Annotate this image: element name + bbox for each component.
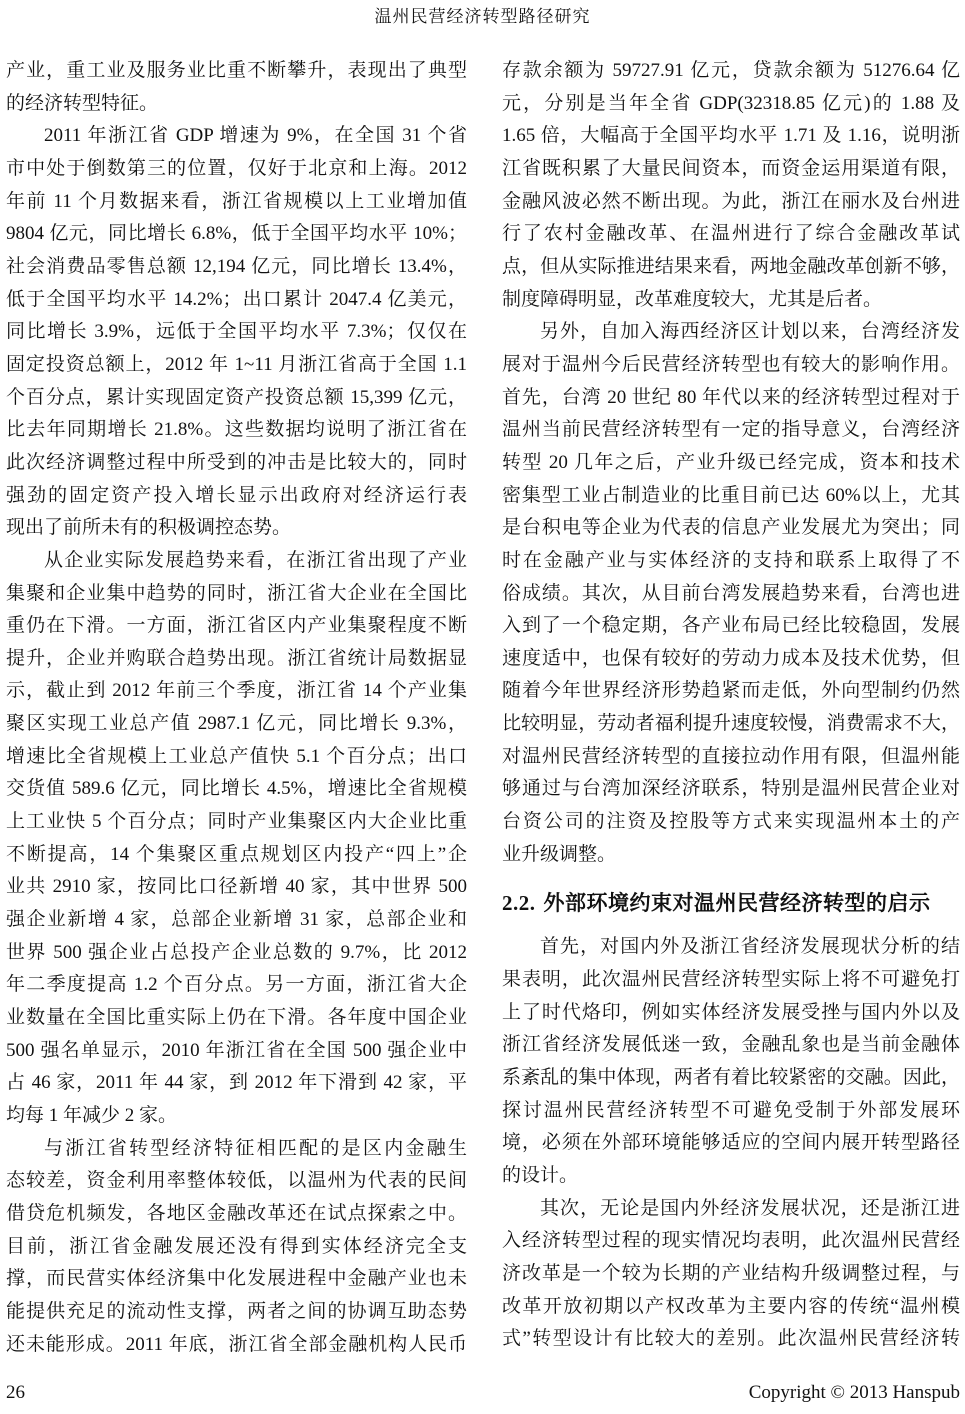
text-line: 上工业快 5 个百分点；同时产业集聚区内大企业比重 <box>6 811 467 833</box>
text-line: 点，但从实际推进结果来看，两地金融改革创新不够， <box>502 255 960 277</box>
text-line: 元，分别是当年全省 GDP(32318.85 亿元)的 1.88 及 <box>502 92 960 114</box>
paragraph <box>6 545 467 1133</box>
text-line: 式”转型设计有比较大的差别。此次温州民营经济转 <box>502 1328 960 1350</box>
section-heading <box>502 888 960 919</box>
text-line: 聚区实现工业总产值 2987.1 亿元，同比增长 9.3%， <box>6 713 467 735</box>
paragraph <box>502 316 960 871</box>
text-line: 温州当前民营经济转型有一定的指导意义，台湾经济 <box>502 419 960 441</box>
text-line: 的设计。 <box>502 1165 579 1186</box>
text-line: 速度适中，也保有较好的劳动力成本及技术优势，但 <box>502 647 960 669</box>
left-column <box>6 55 467 1361</box>
text-line: 制度障碍明显，改革难度较大，尤其是后者。 <box>502 288 883 310</box>
text-line: 与浙江省转型经济特征相匹配的是区内金融生 <box>44 1137 467 1159</box>
text-line: 随着今年世界经济形势趋紧而走低，外向型制约仍然 <box>502 680 960 702</box>
text-line: 行了农村金融改革、在温州进行了综合金融改革试 <box>502 223 960 245</box>
paragraph <box>502 55 960 316</box>
text-line: 低于全国平均水平 14.2%；出口累计 2047.4 亿美元， <box>6 288 467 310</box>
text-line: 的经济转型特征。 <box>6 92 159 114</box>
text-line: 撑，而民营实体经济集中化发展进程中金融产业也未 <box>6 1268 467 1290</box>
text-line: 借贷危机频发，各地区金融改革还在试点探索之中。 <box>6 1202 467 1224</box>
text-line: 还未能形成。2011 年底，浙江省全部金融机构人民币 <box>6 1333 467 1355</box>
text-line: 入到了一个稳定期，各产业布局已经比较稳固，发展 <box>502 615 960 637</box>
right-column <box>502 55 960 1356</box>
text-line: 不断提高，14 个集聚区重点规划区内投产“四上”企 <box>6 843 467 865</box>
running-head-title: 温州民营经济转型路径研究 <box>374 7 591 26</box>
paragraph <box>6 1133 467 1362</box>
text-line: 固定投资总额上，2012 年 1~11 月浙江省高于全国 1.1 <box>6 353 467 375</box>
text-line: 转型 20 几年之后，产业升级已经完成，资本和技术 <box>502 451 960 473</box>
text-line: 能提供充足的流动性支撑，两者之间的协调互助态势 <box>6 1300 467 1322</box>
text-line: 浙江省经济发展低迷一致，金融乱象也是当前金融体 <box>502 1034 960 1056</box>
text-line: 强企业新增 4 家，总部企业新增 31 家，总部企业和 <box>6 909 467 931</box>
text-line: 提升，企业并购联合趋势出现。浙江省统计局数据显 <box>6 647 467 669</box>
paragraph <box>502 1193 960 1356</box>
text-line: 交货值 589.6 亿元，同比增长 4.5%，增速比全省规模 <box>6 778 467 800</box>
text-line: 年二季度提高 1.2 个百分点。另一方面，浙江省大企 <box>6 974 467 996</box>
text-line: 社会消费品零售总额 12,194 亿元，同比增长 13.4%， <box>6 255 467 277</box>
text-line: 业共 2910 家，按同比口径新增 40 家，其中世界 500 <box>6 876 467 898</box>
text-line: 目前，浙江省金融发展还没有得到实体经济完全支 <box>6 1235 467 1257</box>
page-number: 26 <box>6 1382 25 1403</box>
text-line: 集聚和企业集中趋势的同时，浙江省大企业在全国比 <box>6 582 467 604</box>
text-line: 系紊乱的集中体现，两者有着比较紧密的交融。因此， <box>502 1067 960 1089</box>
text-line: 增速比全省规模上工业总产值快 5.1 个百分点；出口 <box>6 745 467 767</box>
text-line: 其次，无论是国内外经济发展状况，还是浙江进 <box>540 1197 960 1219</box>
text-line: 果表明，此次温州民营经济转型实际上将不可避免打 <box>502 969 960 991</box>
text-line: 密集型工业占制造业的比重目前已达 60%以上，尤其 <box>502 484 960 506</box>
text-line: 是台积电等企业为代表的信息产业发展尤为突出；同 <box>502 517 960 539</box>
text-line: 个百分点，累计实现固定资产投资总额 15,399 亿元， <box>6 386 467 408</box>
text-line: 济改革是一个较为长期的产业结构升级调整过程，与 <box>502 1262 960 1284</box>
text-line: 此次经济调整过程中所受到的冲击是比较大的，同时 <box>6 451 467 473</box>
copyright-notice: Copyright © 2013 Hanspub <box>748 1382 960 1403</box>
text-line: 另外，自加入海西经济区计划以来，台湾经济发 <box>540 321 960 343</box>
text-line: 比较明显，劳动者福利提升速度较慢，消费需求不大， <box>502 713 960 735</box>
text-line: 境，必须在外部环境能够适应的空间内展开转型路径 <box>502 1132 960 1154</box>
text-line: 业数量在全国比重实际上仍在下滑。各年度中国企业 <box>6 1007 467 1029</box>
text-line: 年前 11 个月数据来看，浙江省规模以上工业增加值 <box>6 190 467 212</box>
text-line: 从企业实际发展趋势来看，在浙江省出现了产业 <box>44 549 467 571</box>
text-line: 入经济转型过程的现实情况均表明，此次温州民营经 <box>502 1230 960 1252</box>
text-line: 比去年同期增长 21.8%。这些数据均说明了浙江省在 <box>6 419 467 441</box>
text-line: 示，截止到 2012 年前三个季度，浙江省 14 个产业集 <box>6 680 467 702</box>
text-line: 首先，对国内外及浙江省经济发展现状分析的结 <box>540 936 960 958</box>
text-line: 产业，重工业及服务业比重不断攀升，表现出了典型 <box>6 60 467 81</box>
text-line: 重仍在下滑。一方面，浙江省区内产业集聚程度不断 <box>6 615 467 637</box>
text-line: 均每 1 年减少 2 家。 <box>6 1105 178 1126</box>
text-line: 500 强名单显示，2010 年浙江省在全国 500 强企业中 <box>6 1039 467 1061</box>
text-line: 业升级调整。 <box>502 843 617 865</box>
text-line: 改革开放初期以产权改革为主要内容的传统“温州模 <box>502 1295 960 1317</box>
text-line: 市中处于倒数第三的位置，仅好于北京和上海。2012 <box>6 157 467 179</box>
section-number: 2.2. <box>502 891 536 916</box>
text-line: 存款余额为 59727.91 亿元，贷款余额为 51276.64 亿 <box>502 60 960 81</box>
text-line: 9804 亿元，同比增长 6.8%，低于全国平均水平 10%； <box>6 223 467 245</box>
text-line: 探讨温州民营经济转型不可避免受制于外部发展环 <box>502 1099 960 1121</box>
text-line: 世界 500 强企业占总投产企业总数的 9.7%，比 2012 <box>6 941 467 963</box>
text-line: 金融风波必然不断出现。为此，浙江在丽水及台州进 <box>502 190 960 212</box>
text-line: 首先，台湾 20 世纪 80 年代以来的经济转型过程对于 <box>502 386 960 408</box>
text-line: 同比增长 3.9%，远低于全国平均水平 7.3%；仅仅在 <box>6 321 467 343</box>
paragraph <box>502 931 960 1192</box>
text-line: 够通过与台湾加深经济联系，特别是温州民营企业对 <box>502 778 960 800</box>
text-line: 展对于温州今后民营经济转型也有较大的影响作用。 <box>502 353 960 375</box>
text-line: 态较差，资金利用率整体较低，以温州为代表的民间 <box>6 1170 467 1192</box>
text-line: 现出了前所未有的积极调控态势。 <box>6 517 292 539</box>
text-line: 江省既积累了大量民间资本，而资金运用渠道有限， <box>502 157 960 179</box>
text-line: 对温州民营经济转型的直接拉动作用有限，但温州能 <box>502 745 960 767</box>
text-line: 强劲的固定资产投入增长显示出政府对经济运行表 <box>6 484 467 506</box>
text-line: 占 46 家，2011 年 44 家，到 2012 年下滑到 42 家，平 <box>6 1072 467 1094</box>
text-line: 2011 年浙江省 GDP 增速为 9%，在全国 31 个省 <box>44 125 467 147</box>
paragraph <box>6 120 467 545</box>
section-title: 外部环境约束对温州民营经济转型的启示 <box>543 892 931 916</box>
text-line: 时在金融产业与实体经济的支持和联系上取得了不 <box>502 549 960 571</box>
text-line: 1.65 倍，大幅高于全国平均水平 1.71 及 1.16，说明浙 <box>502 125 960 147</box>
text-line: 台资公司的注资及控股等方式来实现温州本土的产 <box>502 811 960 833</box>
paragraph <box>6 55 467 120</box>
text-line: 俗成绩。其次，从目前台湾发展趋势来看，台湾也进 <box>502 582 960 604</box>
text-line: 上了时代烙印，例如实体经济发展受挫与国内外以及 <box>502 1001 960 1023</box>
